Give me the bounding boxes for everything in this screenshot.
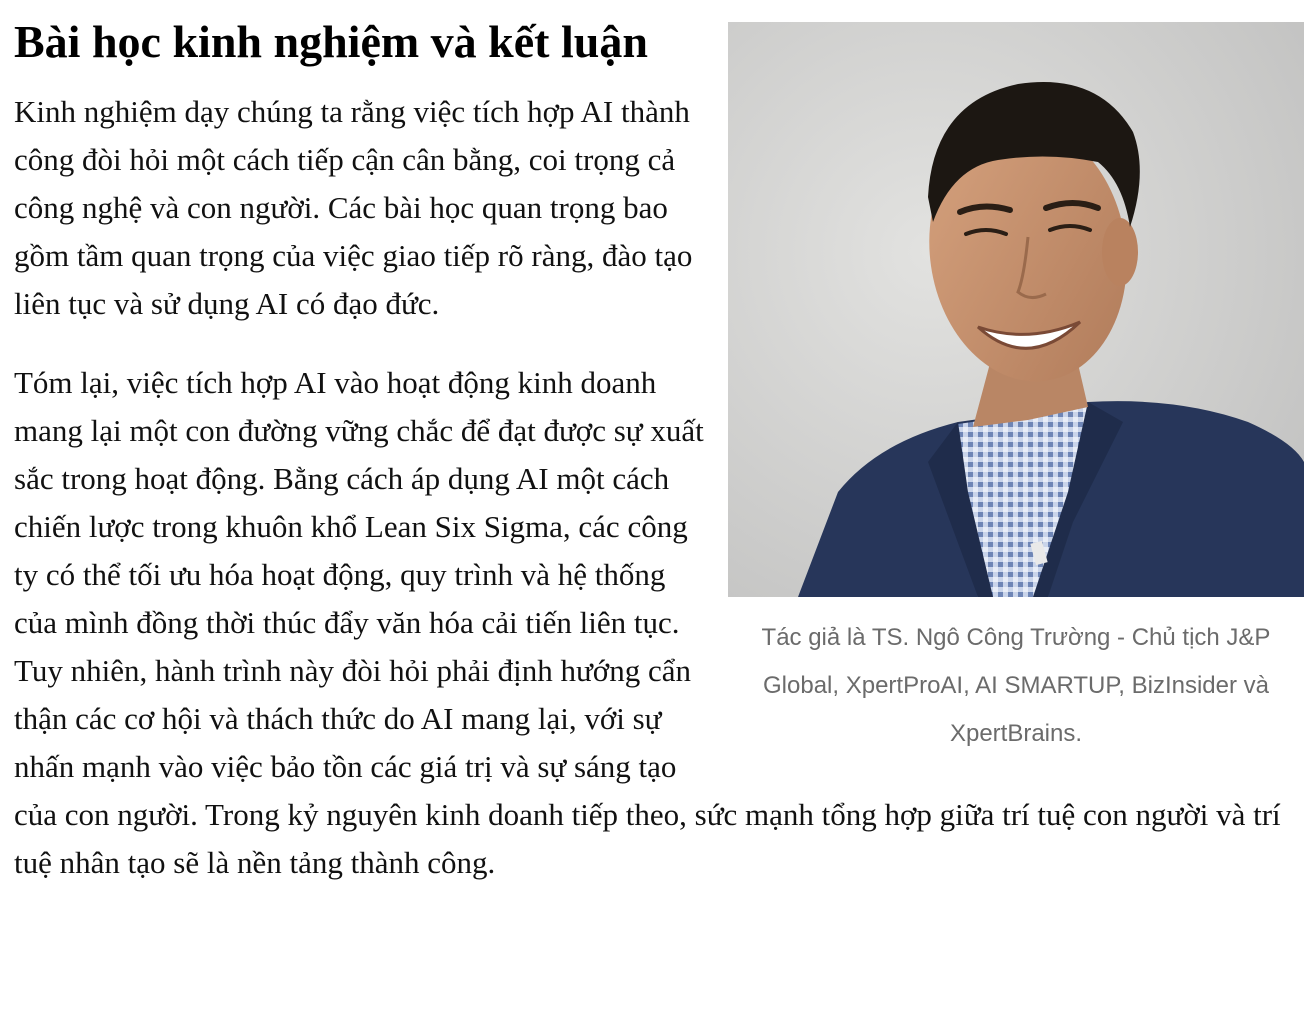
- author-figure: [728, 22, 1304, 758]
- article: [14, 0, 1304, 887]
- article-heading: Bài học kinh nghiệm và kết luận: [14, 16, 648, 67]
- photo-caption: Tác giả là TS. Ngô Công Trường - Chủ tịch J&P Global, XpertProAI, AI SMARTUP, BizInsider và XpertBrains.: [761, 624, 1271, 747]
- author-portrait-illustration: [728, 22, 1304, 597]
- author-photo: [728, 22, 1304, 597]
- paragraph-conclusion: Tóm lại, việc tích hợp AI vào hoạt động kinh doanh mang lại một con đường vững chắc để đạt được sự xuất sắc trong hoạt động. Bằng cách áp dụng AI một cách chiến lược trong khuôn khổ Lean Six Sigma, các công ty có thể tối ưu hóa hoạt động, quy trình và hệ thống của mình đồng thời thúc đẩy văn hóa cải tiến liên tục. Tuy nhiên, hành trình này đòi hỏi phải định hướng cẩn thận các cơ hội và thách thức do AI mang lại, với sự nhấn mạnh vào việc bảo tồn các giá trị và sự sáng tạo của con người. Trong kỷ nguyên kinh doanh tiếp theo, sức mạnh tổng hợp giữa trí tuệ con người và trí tuệ nhân tạo sẽ là nền tảng thành công.: [14, 365, 1281, 880]
- paragraph-lessons: Kinh nghiệm dạy chúng ta rằng việc tích hợp AI thành công đòi hỏi một cách tiếp cận cân bằng, coi trọng cả công nghệ và con người. Các bài học quan trọng bao gồm tầm quan trọng của việc giao tiếp rõ ràng, đào tạo liên tục và sử dụng AI có đạo đức.: [14, 94, 693, 321]
